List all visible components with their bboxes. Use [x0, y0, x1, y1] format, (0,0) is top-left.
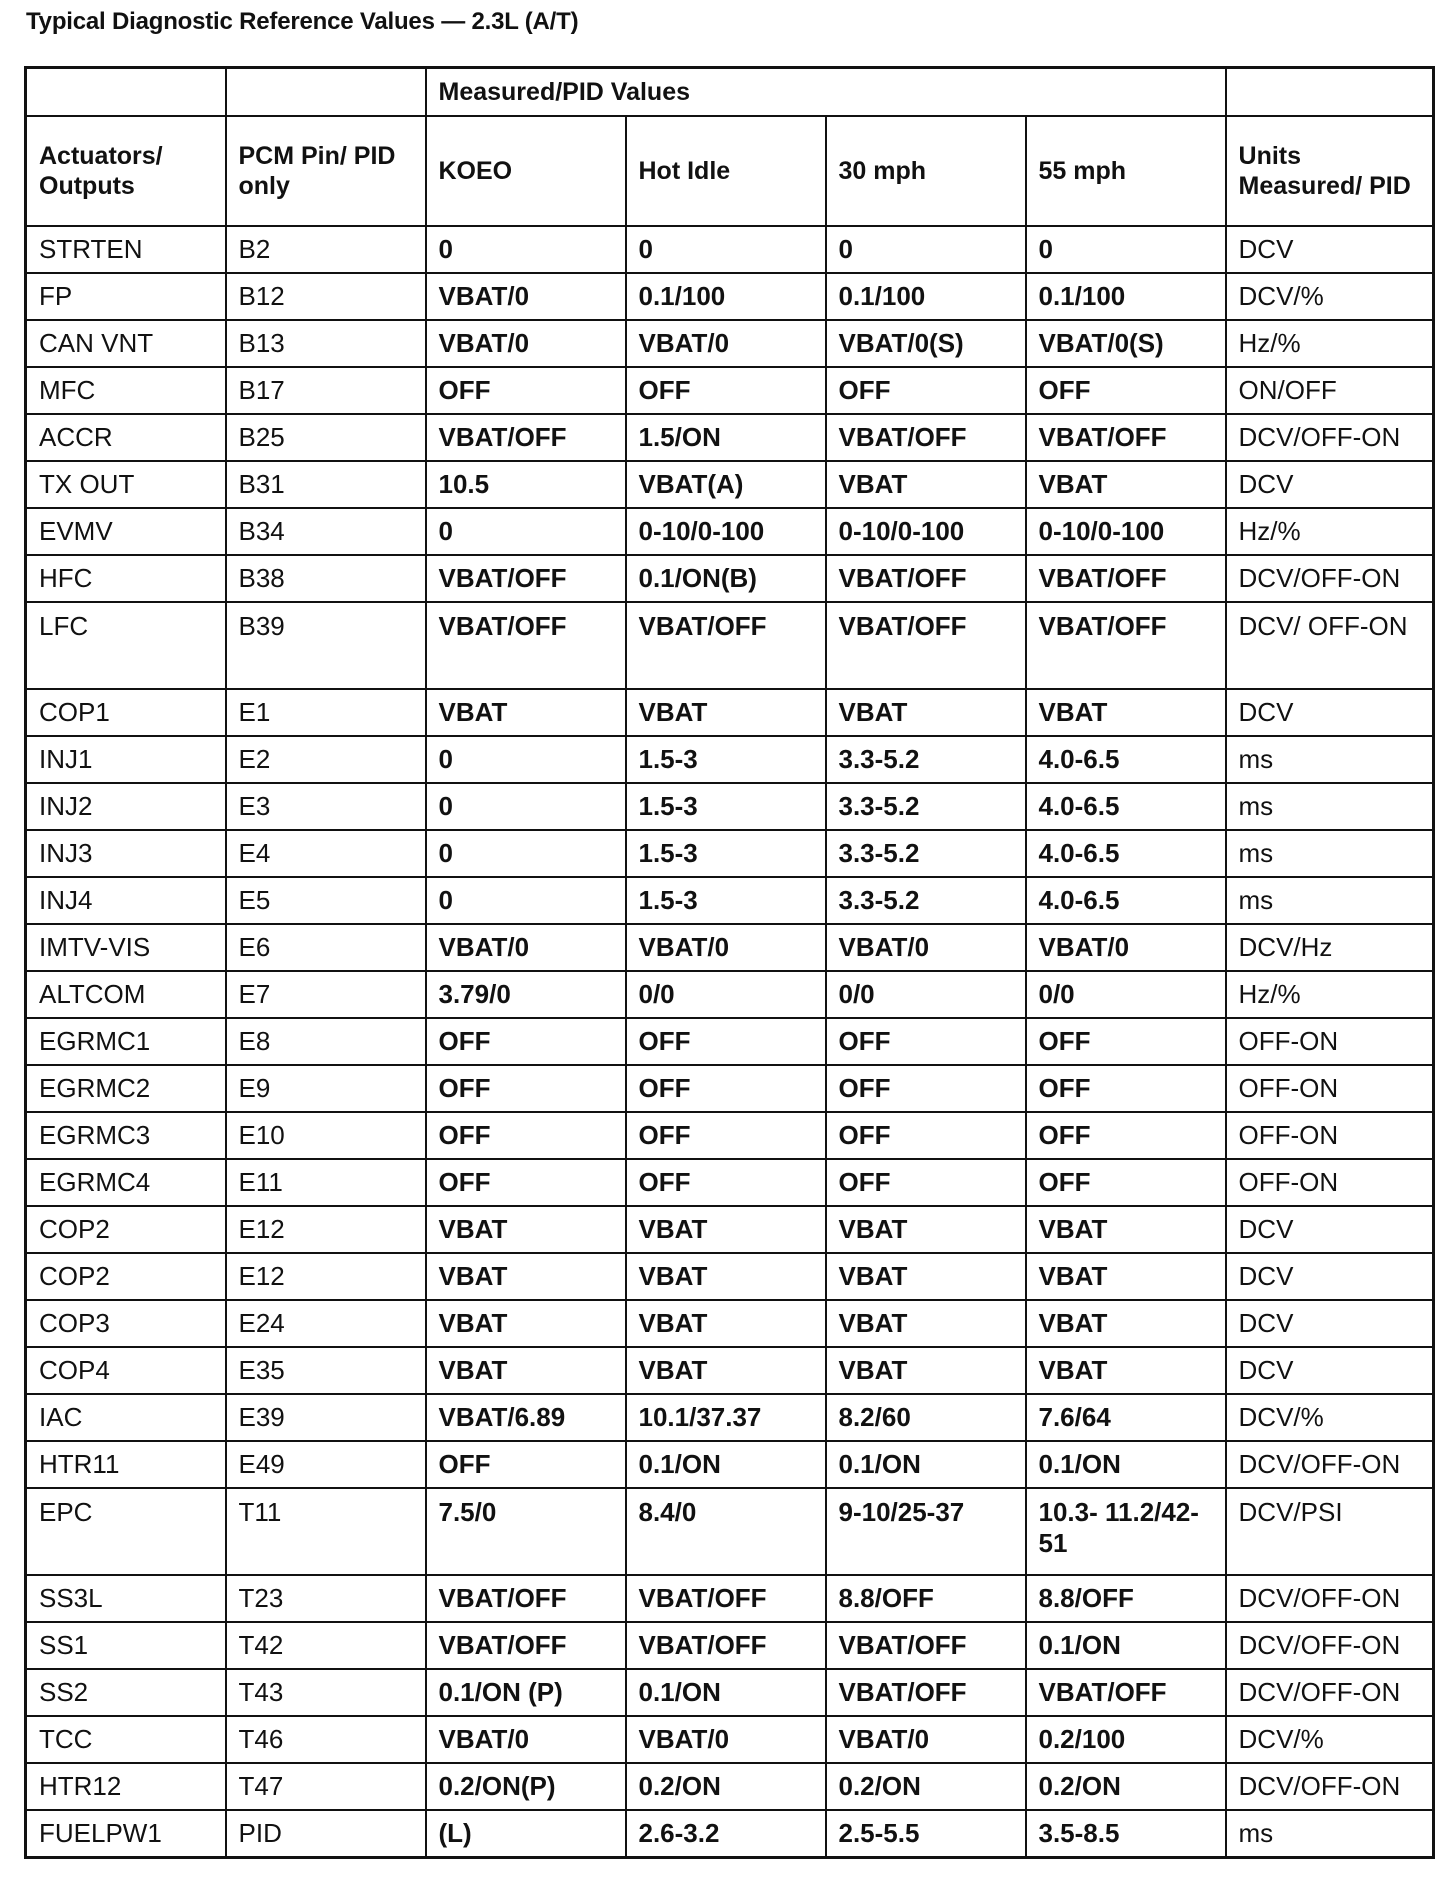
mph-55-cell: 0-10/0-100 — [1026, 508, 1226, 555]
mph-55-cell: 3.5-8.5 — [1026, 1810, 1226, 1858]
units-cell: DCV/ OFF-ON — [1226, 602, 1434, 689]
table-row — [26, 226, 1434, 273]
mph-30-cell: VBAT — [826, 1347, 1026, 1394]
units-cell: DCV/PSI — [1226, 1488, 1434, 1575]
hot-idle-cell: VBAT — [626, 1206, 826, 1253]
mph-30-cell: 0 — [826, 226, 1026, 273]
mph-30-cell: VBAT/0 — [826, 1716, 1026, 1763]
actuator-cell: SS2 — [26, 1669, 226, 1716]
pcm-pin-cell: E39 — [226, 1394, 426, 1441]
units-cell: ms — [1226, 783, 1434, 830]
table-row — [26, 1300, 1434, 1347]
table-row — [26, 1018, 1434, 1065]
actuator-cell: TX OUT — [26, 461, 226, 508]
actuator-cell: EGRMC3 — [26, 1112, 226, 1159]
table-row — [26, 830, 1434, 877]
pcm-pin-cell: E9 — [226, 1065, 426, 1112]
table-row — [26, 1065, 1434, 1112]
units-cell: DCV/OFF-ON — [1226, 1763, 1434, 1810]
empty-header-cell — [226, 68, 426, 117]
actuator-cell: COP2 — [26, 1253, 226, 1300]
koeo-cell: (L) — [426, 1810, 626, 1858]
pcm-pin-cell: PID — [226, 1810, 426, 1858]
table-row — [26, 1810, 1434, 1858]
hot-idle-cell: 1.5-3 — [626, 830, 826, 877]
koeo-cell: VBAT/OFF — [426, 1575, 626, 1622]
mph-30-cell: VBAT/OFF — [826, 602, 1026, 689]
koeo-cell: VBAT — [426, 689, 626, 736]
units-cell: ms — [1226, 877, 1434, 924]
actuator-cell: EGRMC4 — [26, 1159, 226, 1206]
pcm-pin-cell: T46 — [226, 1716, 426, 1763]
hot-idle-cell: 0.1/100 — [626, 273, 826, 320]
actuator-cell: MFC — [26, 367, 226, 414]
actuator-cell: FUELPW1 — [26, 1810, 226, 1858]
hot-idle-cell: VBAT(A) — [626, 461, 826, 508]
actuator-cell: EVMV — [26, 508, 226, 555]
pcm-pin-cell: B17 — [226, 367, 426, 414]
koeo-cell: VBAT/OFF — [426, 555, 626, 602]
hot-idle-cell: OFF — [626, 1065, 826, 1112]
actuator-cell: FP — [26, 273, 226, 320]
table-row — [26, 689, 1434, 736]
actuator-cell: COP3 — [26, 1300, 226, 1347]
koeo-cell: OFF — [426, 367, 626, 414]
mph-30-cell: VBAT/OFF — [826, 414, 1026, 461]
page-title: Typical Diagnostic Reference Values — 2.3L (A/T) — [26, 8, 579, 35]
units-cell: ms — [1226, 736, 1434, 783]
koeo-cell: 0 — [426, 830, 626, 877]
hot-idle-cell: VBAT/0 — [626, 924, 826, 971]
units-cell: DCV/OFF-ON — [1226, 414, 1434, 461]
koeo-cell: VBAT/6.89 — [426, 1394, 626, 1441]
koeo-cell: VBAT/0 — [426, 320, 626, 367]
pcm-pin-cell: T43 — [226, 1669, 426, 1716]
column-header-30-mph: 30 mph — [826, 116, 1026, 226]
units-cell: Hz/% — [1226, 971, 1434, 1018]
koeo-cell: VBAT — [426, 1253, 626, 1300]
mph-30-cell: 3.3-5.2 — [826, 783, 1026, 830]
koeo-cell: VBAT — [426, 1347, 626, 1394]
actuator-cell: IAC — [26, 1394, 226, 1441]
mph-55-cell: VBAT/0 — [1026, 924, 1226, 971]
table-row — [26, 414, 1434, 461]
actuator-cell: EPC — [26, 1488, 226, 1575]
hot-idle-cell: 0.1/ON — [626, 1441, 826, 1488]
column-header-row — [26, 116, 1434, 226]
koeo-cell: OFF — [426, 1112, 626, 1159]
pcm-pin-cell: E6 — [226, 924, 426, 971]
actuator-cell: ACCR — [26, 414, 226, 461]
mph-30-cell: 0-10/0-100 — [826, 508, 1026, 555]
koeo-cell: VBAT — [426, 1206, 626, 1253]
pcm-pin-cell: T23 — [226, 1575, 426, 1622]
pcm-pin-cell: B12 — [226, 273, 426, 320]
koeo-cell: VBAT/0 — [426, 273, 626, 320]
units-cell: DCV/OFF-ON — [1226, 1575, 1434, 1622]
actuator-cell: HFC — [26, 555, 226, 602]
actuator-cell: COP2 — [26, 1206, 226, 1253]
units-cell: Hz/% — [1226, 320, 1434, 367]
hot-idle-cell: VBAT/0 — [626, 1716, 826, 1763]
mph-30-cell: 3.3-5.2 — [826, 877, 1026, 924]
koeo-cell: 0.2/ON(P) — [426, 1763, 626, 1810]
mph-30-cell: VBAT — [826, 461, 1026, 508]
units-cell: DCV — [1226, 1206, 1434, 1253]
actuator-cell: HTR11 — [26, 1441, 226, 1488]
units-cell: DCV/% — [1226, 1716, 1434, 1763]
pcm-pin-cell: E49 — [226, 1441, 426, 1488]
units-cell: ms — [1226, 1810, 1434, 1858]
mph-30-cell: VBAT — [826, 1300, 1026, 1347]
hot-idle-cell: 1.5/ON — [626, 414, 826, 461]
mph-30-cell: 9-10/25-37 — [826, 1488, 1026, 1575]
mph-55-cell: VBAT/0(S) — [1026, 320, 1226, 367]
units-cell: DCV — [1226, 689, 1434, 736]
mph-30-cell: OFF — [826, 367, 1026, 414]
hot-idle-cell: 1.5-3 — [626, 783, 826, 830]
actuator-cell: INJ3 — [26, 830, 226, 877]
actuator-cell: STRTEN — [26, 226, 226, 273]
koeo-cell: 0 — [426, 226, 626, 273]
mph-30-cell: 8.8/OFF — [826, 1575, 1026, 1622]
units-cell: DCV/OFF-ON — [1226, 1622, 1434, 1669]
hot-idle-cell: 1.5-3 — [626, 736, 826, 783]
mph-30-cell: 0/0 — [826, 971, 1026, 1018]
table-row — [26, 1112, 1434, 1159]
table-row — [26, 1206, 1434, 1253]
mph-30-cell: OFF — [826, 1112, 1026, 1159]
koeo-cell: VBAT/0 — [426, 924, 626, 971]
table-row — [26, 1763, 1434, 1810]
hot-idle-cell: VBAT — [626, 689, 826, 736]
mph-30-cell: 8.2/60 — [826, 1394, 1026, 1441]
units-cell: OFF-ON — [1226, 1018, 1434, 1065]
pcm-pin-cell: E4 — [226, 830, 426, 877]
table-row — [26, 1622, 1434, 1669]
koeo-cell: 10.5 — [426, 461, 626, 508]
actuator-cell: SS3L — [26, 1575, 226, 1622]
mph-30-cell: VBAT/OFF — [826, 555, 1026, 602]
hot-idle-cell: 0.1/ON(B) — [626, 555, 826, 602]
table-row — [26, 1669, 1434, 1716]
koeo-cell: 0 — [426, 508, 626, 555]
koeo-cell: 3.79/0 — [426, 971, 626, 1018]
mph-30-cell: 0.2/ON — [826, 1763, 1026, 1810]
units-cell: OFF-ON — [1226, 1065, 1434, 1112]
mph-30-cell: VBAT/0 — [826, 924, 1026, 971]
empty-header-cell — [26, 68, 226, 117]
pcm-pin-cell: E10 — [226, 1112, 426, 1159]
table-row — [26, 736, 1434, 783]
mph-55-cell: OFF — [1026, 367, 1226, 414]
hot-idle-cell: 2.6-3.2 — [626, 1810, 826, 1858]
hot-idle-cell: 0-10/0-100 — [626, 508, 826, 555]
koeo-cell: 7.5/0 — [426, 1488, 626, 1575]
pcm-pin-cell: E2 — [226, 736, 426, 783]
pcm-pin-cell: B13 — [226, 320, 426, 367]
koeo-cell: OFF — [426, 1159, 626, 1206]
table-row — [26, 1441, 1434, 1488]
table-row — [26, 1488, 1434, 1575]
pcm-pin-cell: B25 — [226, 414, 426, 461]
actuator-cell: EGRMC1 — [26, 1018, 226, 1065]
mph-30-cell: VBAT/OFF — [826, 1669, 1026, 1716]
hot-idle-cell: 0/0 — [626, 971, 826, 1018]
table-row — [26, 1253, 1434, 1300]
hot-idle-cell: 0.2/ON — [626, 1763, 826, 1810]
mph-55-cell: 8.8/OFF — [1026, 1575, 1226, 1622]
pcm-pin-cell: E3 — [226, 783, 426, 830]
mph-55-cell: 0.1/100 — [1026, 273, 1226, 320]
units-cell: DCV — [1226, 1253, 1434, 1300]
units-cell: DCV/% — [1226, 1394, 1434, 1441]
pcm-pin-cell: E7 — [226, 971, 426, 1018]
mph-55-cell: VBAT — [1026, 1347, 1226, 1394]
table-row — [26, 508, 1434, 555]
mph-55-cell: 0.2/ON — [1026, 1763, 1226, 1810]
units-cell: DCV/% — [1226, 273, 1434, 320]
mph-30-cell: OFF — [826, 1065, 1026, 1112]
actuator-cell: EGRMC2 — [26, 1065, 226, 1112]
empty-header-cell — [1226, 68, 1434, 117]
koeo-cell: VBAT/OFF — [426, 602, 626, 689]
pcm-pin-cell: E1 — [226, 689, 426, 736]
koeo-cell: VBAT/OFF — [426, 1622, 626, 1669]
hot-idle-cell: 10.1/37.37 — [626, 1394, 826, 1441]
mph-55-cell: 0/0 — [1026, 971, 1226, 1018]
mph-30-cell: 3.3-5.2 — [826, 736, 1026, 783]
units-cell: DCV — [1226, 461, 1434, 508]
table-row — [26, 367, 1434, 414]
diagnostic-reference-table — [24, 66, 1435, 1859]
mph-55-cell: 0.1/ON — [1026, 1622, 1226, 1669]
mph-55-cell: VBAT/OFF — [1026, 602, 1226, 689]
pcm-pin-cell: B34 — [226, 508, 426, 555]
actuator-cell: CAN VNT — [26, 320, 226, 367]
actuator-cell: INJ2 — [26, 783, 226, 830]
pcm-pin-cell: B31 — [226, 461, 426, 508]
units-cell: DCV/OFF-ON — [1226, 555, 1434, 602]
hot-idle-cell: OFF — [626, 1112, 826, 1159]
table-row — [26, 1394, 1434, 1441]
units-cell: DCV/OFF-ON — [1226, 1669, 1434, 1716]
koeo-cell: OFF — [426, 1065, 626, 1112]
table-row — [26, 971, 1434, 1018]
mph-55-cell: 4.0-6.5 — [1026, 877, 1226, 924]
koeo-cell: 0 — [426, 736, 626, 783]
pcm-pin-cell: T42 — [226, 1622, 426, 1669]
mph-30-cell: VBAT — [826, 689, 1026, 736]
hot-idle-cell: OFF — [626, 1018, 826, 1065]
mph-30-cell: VBAT/0(S) — [826, 320, 1026, 367]
column-header-hot-idle: Hot Idle — [626, 116, 826, 226]
pcm-pin-cell: B39 — [226, 602, 426, 689]
koeo-cell: VBAT — [426, 1300, 626, 1347]
column-header-units: Units Measured/ PID — [1226, 116, 1434, 226]
column-header-koeo: KOEO — [426, 116, 626, 226]
pcm-pin-cell: B38 — [226, 555, 426, 602]
table-row — [26, 877, 1434, 924]
hot-idle-cell: VBAT — [626, 1347, 826, 1394]
mph-55-cell: VBAT — [1026, 1300, 1226, 1347]
pcm-pin-cell: E8 — [226, 1018, 426, 1065]
koeo-cell: 0 — [426, 877, 626, 924]
table-row — [26, 320, 1434, 367]
mph-30-cell: 2.5-5.5 — [826, 1810, 1026, 1858]
table-row — [26, 1716, 1434, 1763]
mph-30-cell: 0.1/ON — [826, 1441, 1026, 1488]
mph-55-cell: 4.0-6.5 — [1026, 783, 1226, 830]
actuator-cell: INJ1 — [26, 736, 226, 783]
mph-55-cell: 10.3- 11.2/42-51 — [1026, 1488, 1226, 1575]
mph-55-cell: VBAT — [1026, 1206, 1226, 1253]
units-cell: DCV — [1226, 1300, 1434, 1347]
table-row — [26, 273, 1434, 320]
pcm-pin-cell: E12 — [226, 1253, 426, 1300]
mph-30-cell: VBAT — [826, 1253, 1026, 1300]
mph-55-cell: 0.2/100 — [1026, 1716, 1226, 1763]
actuator-cell: HTR12 — [26, 1763, 226, 1810]
hot-idle-cell: VBAT/OFF — [626, 1575, 826, 1622]
mph-55-cell: VBAT/OFF — [1026, 555, 1226, 602]
mph-55-cell: VBAT — [1026, 461, 1226, 508]
column-header-55-mph: 55 mph — [1026, 116, 1226, 226]
mph-55-cell: OFF — [1026, 1159, 1226, 1206]
units-cell: DCV — [1226, 226, 1434, 273]
pcm-pin-cell: B2 — [226, 226, 426, 273]
table-row — [26, 1575, 1434, 1622]
table-row — [26, 924, 1434, 971]
mph-30-cell: 3.3-5.2 — [826, 830, 1026, 877]
pcm-pin-cell: E24 — [226, 1300, 426, 1347]
pcm-pin-cell: E35 — [226, 1347, 426, 1394]
koeo-cell: OFF — [426, 1441, 626, 1488]
table-row — [26, 602, 1434, 689]
mph-55-cell: OFF — [1026, 1065, 1226, 1112]
actuator-cell: ALTCOM — [26, 971, 226, 1018]
mph-55-cell: VBAT/OFF — [1026, 414, 1226, 461]
pcm-pin-cell: E5 — [226, 877, 426, 924]
units-cell: DCV/OFF-ON — [1226, 1441, 1434, 1488]
table-row — [26, 555, 1434, 602]
mph-30-cell: VBAT — [826, 1206, 1026, 1253]
mph-55-cell: OFF — [1026, 1018, 1226, 1065]
units-cell: OFF-ON — [1226, 1159, 1434, 1206]
mph-55-cell: VBAT/OFF — [1026, 1669, 1226, 1716]
mph-30-cell: VBAT/OFF — [826, 1622, 1026, 1669]
table-row — [26, 461, 1434, 508]
pcm-pin-cell: T11 — [226, 1488, 426, 1575]
pcm-pin-cell: E12 — [226, 1206, 426, 1253]
mph-55-cell: VBAT — [1026, 1253, 1226, 1300]
hot-idle-cell: OFF — [626, 1159, 826, 1206]
column-header-actuators: Actuators/ Outputs — [26, 116, 226, 226]
actuator-cell: IMTV-VIS — [26, 924, 226, 971]
column-header-pcm-pin: PCM Pin/ PID only — [226, 116, 426, 226]
actuator-cell: TCC — [26, 1716, 226, 1763]
koeo-cell: VBAT/OFF — [426, 414, 626, 461]
hot-idle-cell: VBAT — [626, 1253, 826, 1300]
hot-idle-cell: 0 — [626, 226, 826, 273]
measured-values-group-header: Measured/PID Values — [426, 68, 1226, 117]
mph-55-cell: 0 — [1026, 226, 1226, 273]
hot-idle-cell: 0.1/ON — [626, 1669, 826, 1716]
mph-30-cell: OFF — [826, 1159, 1026, 1206]
mph-55-cell: 4.0-6.5 — [1026, 830, 1226, 877]
mph-55-cell: 7.6/64 — [1026, 1394, 1226, 1441]
koeo-cell: 0 — [426, 783, 626, 830]
mph-55-cell: 4.0-6.5 — [1026, 736, 1226, 783]
koeo-cell: 0.1/ON (P) — [426, 1669, 626, 1716]
mph-55-cell: OFF — [1026, 1112, 1226, 1159]
actuator-cell: INJ4 — [26, 877, 226, 924]
koeo-cell: VBAT/0 — [426, 1716, 626, 1763]
mph-55-cell: VBAT — [1026, 689, 1226, 736]
mph-30-cell: OFF — [826, 1018, 1026, 1065]
units-cell: OFF-ON — [1226, 1112, 1434, 1159]
units-cell: ms — [1226, 830, 1434, 877]
hot-idle-cell: VBAT/0 — [626, 320, 826, 367]
hot-idle-cell: OFF — [626, 367, 826, 414]
pcm-pin-cell: T47 — [226, 1763, 426, 1810]
pcm-pin-cell: E11 — [226, 1159, 426, 1206]
actuator-cell: COP4 — [26, 1347, 226, 1394]
hot-idle-cell: VBAT/OFF — [626, 602, 826, 689]
mph-30-cell: 0.1/100 — [826, 273, 1026, 320]
units-cell: DCV — [1226, 1347, 1434, 1394]
table-row — [26, 1347, 1434, 1394]
mph-55-cell: 0.1/ON — [1026, 1441, 1226, 1488]
table-row — [26, 1159, 1434, 1206]
hot-idle-cell: 8.4/0 — [626, 1488, 826, 1575]
actuator-cell: COP1 — [26, 689, 226, 736]
table-row — [26, 783, 1434, 830]
hot-idle-cell: VBAT — [626, 1300, 826, 1347]
units-cell: Hz/% — [1226, 508, 1434, 555]
hot-idle-cell: VBAT/OFF — [626, 1622, 826, 1669]
koeo-cell: OFF — [426, 1018, 626, 1065]
units-cell: DCV/Hz — [1226, 924, 1434, 971]
hot-idle-cell: 1.5-3 — [626, 877, 826, 924]
units-cell: ON/OFF — [1226, 367, 1434, 414]
group-header-row — [26, 68, 1434, 117]
actuator-cell: LFC — [26, 602, 226, 689]
actuator-cell: SS1 — [26, 1622, 226, 1669]
